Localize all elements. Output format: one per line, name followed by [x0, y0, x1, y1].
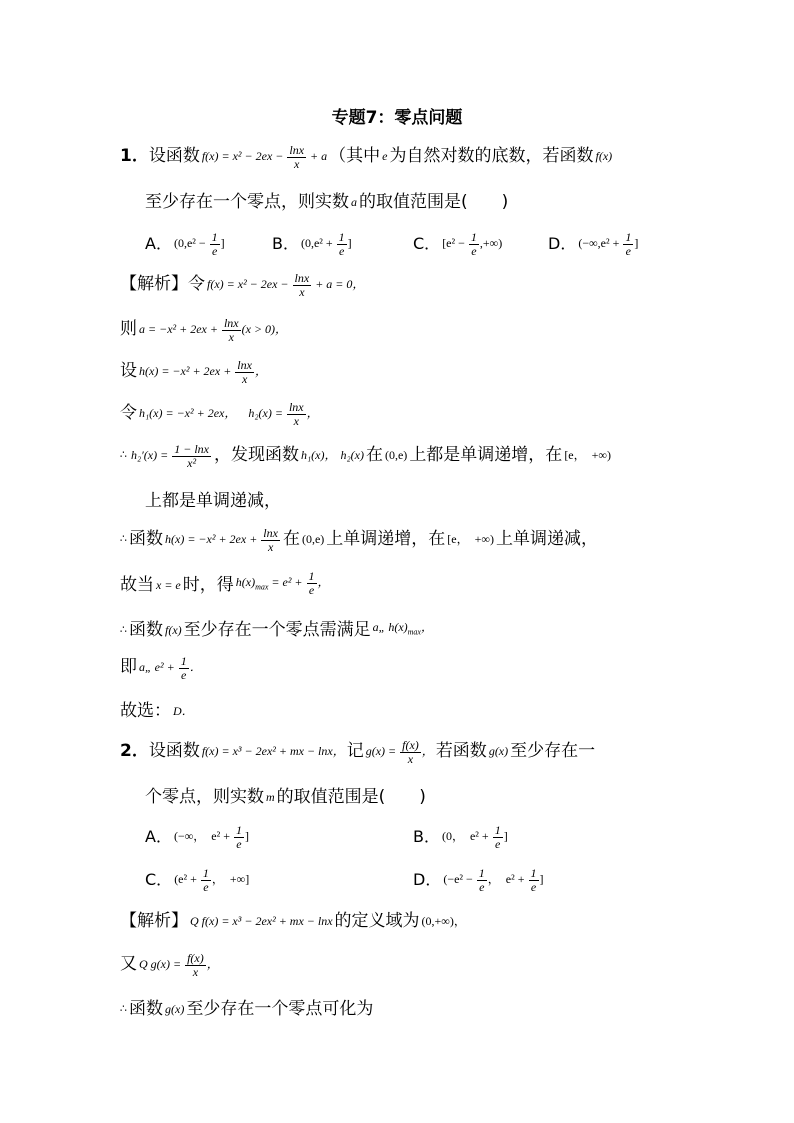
q1-solution-line8: [120, 568, 332, 601]
q1-solution-l7-b: 在: [282, 529, 300, 550]
q1-solution-eq8: $h(x)_{max} = e^2$ + $\frac{1}{e}$ ，: [235, 568, 330, 597]
q1-option-d-label: D．: [548, 233, 577, 253]
q1-solution-l9-a: 函数: [129, 619, 163, 640]
q2-solution-head: 【解析】: [120, 911, 188, 931]
q2-option-b-value: (0， e² + $\frac{1}{e}$ ]: [441, 822, 508, 851]
q1-solution-line6: [145, 487, 281, 515]
q2-stem-b: 记: [346, 741, 364, 762]
q2-number: 2．: [120, 741, 149, 762]
q1-option-a-label: A．: [145, 233, 172, 253]
q1-solution-line10: [120, 653, 204, 682]
q2-solution-l2-a: 又: [120, 954, 137, 975]
q1-solution-l7-int2: [e， +∞): [447, 532, 494, 547]
q1-stem-line2: [145, 188, 508, 216]
q1-stem-c: 为自然对数的底数，若函数: [389, 146, 594, 167]
q2-stem-e: 个零点，则实数: [145, 787, 264, 807]
q2-solution-eq1: Q f(x) = x³ − 2ex² + mx − lnx: [190, 914, 333, 928]
q1-solution-eq1: f(x) = x² − 2ex − $\frac{\ln x}{x}$ + a = 0，: [207, 270, 365, 299]
q2-m: m: [266, 790, 275, 804]
q1-option-a: [145, 230, 227, 258]
q2-stem-line1: [120, 737, 595, 766]
q1-solution-l4-pre: 令: [120, 403, 137, 424]
q1-solution-eq4b: h₂(x) = $\frac{\ln x}{x}$ ，: [248, 399, 319, 428]
q1-solution-l11-a: 故选：: [120, 701, 171, 721]
q1-solution-l8-a: 故当: [120, 574, 154, 595]
q1-solution-eq5: h₂′(x) = $\frac{1 - \ln x}{\text{x²}}$: [131, 441, 209, 470]
q1-answer: D．: [173, 704, 194, 718]
q1-option-c-value: [e² − $\frac{1}{e}$ ,+∞): [442, 229, 503, 258]
q1-solution-l9-fx: f(x): [165, 622, 182, 637]
q2-option-b-label: B．: [413, 826, 440, 846]
q2-solution-line3: [120, 995, 373, 1023]
q2-solution-line2: [120, 950, 221, 979]
q1-solution-l5-int1: (0,e): [384, 448, 408, 463]
q1-solution-l6: 上都是单调递减，: [145, 491, 281, 511]
q1-solution-l7-d: 上单调递减，: [495, 529, 598, 550]
q2-solution-l1-domain: (0,+∞)，: [421, 914, 466, 928]
q1-solution-eq9: a„ $h(x)_{max}$，: [372, 620, 433, 637]
q2-solution-l3-b: 至少存在一个零点可化为: [186, 999, 374, 1019]
q2-stem-d: 至少存在一: [510, 741, 596, 762]
q2-option-d-value: (−e² − $\frac{1}{e}$ ， e² + $\frac{1}{e}$ ]: [443, 865, 544, 894]
q1-stem-a: 设函数: [148, 146, 200, 167]
q1-solution-l5-text-a: ，发现函数: [213, 445, 299, 466]
q1-solution-l5-h1: h₁(x)，: [300, 448, 337, 463]
q2-stem-c: 若函数: [435, 741, 487, 762]
q1-solution-line7: [120, 525, 598, 554]
q1-solution-line5: [120, 441, 613, 470]
q2-solution-line1: [120, 907, 468, 935]
q1-solution-l8-eq1: x = e: [156, 577, 181, 592]
q1-solution-eq4a: h₁(x) = −x² + 2ex，: [139, 406, 237, 421]
q1-solution-eq3: h(x) = −x² + 2ex + $\frac{\ln x}{x}$ ，: [139, 357, 267, 386]
q1-solution-l5-text-c: 上都是单调递增，在: [409, 445, 563, 466]
q1-solution-line3: [120, 357, 269, 386]
q1-stem-b: （其中: [329, 146, 381, 167]
q1-e: e: [382, 149, 388, 164]
q1-solution-line1: [120, 270, 366, 299]
q2-option-d-label: D．: [413, 869, 442, 889]
q1-option-d: [548, 230, 640, 258]
page-title: 专题7：零点问题: [331, 108, 463, 128]
q1-solution-eq10: a„ e² + $\frac{1}{e}$ ．: [139, 653, 202, 682]
q2-solution-l3-gx: g(x): [165, 1002, 185, 1016]
q2-stem-f: 的取值范围是( ): [276, 787, 426, 807]
q2-option-a-value: (−∞， e² + $\frac{1}{e}$ ]: [173, 822, 249, 851]
q1-solution-line11: [120, 697, 196, 725]
q1-option-a-value: (0,e² − $\frac{1}{e}$ ]: [173, 229, 225, 258]
therefore-symbol: ∴: [120, 448, 127, 462]
q1-solution-line2: [120, 315, 289, 344]
q1-solution-l2-pre: 则: [120, 319, 137, 340]
q1-stem-line1: [120, 142, 614, 171]
q1-option-b-label: B．: [272, 233, 299, 253]
q2-solution-l1-text: 的定义域为: [334, 911, 420, 931]
q2-formula: f(x) = x³ − 2ex² + mx − lnx，: [201, 744, 345, 759]
q1-option-b: [272, 230, 354, 258]
q1-option-c-label: C．: [413, 233, 441, 253]
q1-solution-eq7: h(x) = −x² + 2ex + $\frac{\ln x}{x}$: [165, 525, 278, 554]
q2-stem-line2: [145, 783, 426, 811]
q1-solution-eq2: a = −x² + 2ex + $\frac{\ln x}{x}$ (x > 0)，: [139, 315, 288, 344]
q1-solution-l7-int1: (0,e): [301, 532, 325, 547]
therefore-symbol: ∴: [120, 1002, 127, 1015]
q2-solution-l3-a: 函数: [129, 999, 163, 1019]
q1-stem-e: 的取值范围是( ): [359, 192, 509, 212]
q2-gx-def: g(x) = $\frac{f(x)}{x}$ ，: [365, 737, 434, 766]
q1-solution-l7-a: 函数: [129, 529, 163, 550]
q2-stem-a: 设函数: [148, 741, 200, 762]
q2-option-d: [413, 866, 546, 894]
q1-solution-l9-b: 至少存在一个零点需满足: [183, 619, 371, 640]
q1-a: a: [351, 195, 357, 209]
therefore-symbol: ∴: [120, 532, 127, 546]
q1-solution-l3-pre: 设: [120, 361, 137, 382]
q2-option-c-label: C．: [145, 869, 173, 889]
q1-fx: f(x): [595, 149, 613, 164]
q1-stem-d: 至少存在一个零点，则实数: [145, 192, 349, 212]
q1-solution-line4: [120, 399, 321, 428]
q1-option-c: [413, 230, 504, 258]
q1-solution-l10-a: 即: [120, 657, 137, 678]
q1-solution-l8-b: 时，得: [182, 574, 234, 595]
q1-solution-line9: [120, 613, 435, 646]
q1-option-d-value: (−∞,e² + $\frac{1}{e}$ ]: [578, 229, 639, 258]
q1-solution-l5-h2: h₂(x): [340, 448, 364, 463]
q1-solution-l5-text-b: 在: [365, 445, 383, 466]
q1-formula: f(x) = x² − 2ex − $\frac{\ln x}{x}$ + a: [201, 142, 328, 171]
q1-solution-head: 【解析】令: [120, 274, 205, 295]
q2-solution-eq2: Q g(x) = $\frac{f(x)}{x}$ ，: [139, 950, 219, 979]
q1-solution-l7-c: 上单调递增，在: [326, 529, 446, 550]
q2-option-c: [145, 866, 251, 894]
therefore-symbol: ∴: [120, 622, 127, 636]
q1-number: 1．: [120, 146, 149, 167]
q2-option-a-label: A．: [145, 826, 172, 846]
q2-option-a: [145, 823, 251, 851]
q1-option-b-value: (0,e² + $\frac{1}{e}$ ]: [300, 229, 352, 258]
q2-option-b: [413, 823, 510, 851]
q2-gx: g(x): [488, 744, 509, 759]
q1-solution-l5-int2: [e， +∞): [564, 448, 611, 463]
q2-option-c-value: (e² + $\frac{1}{e}$ ， +∞]: [174, 865, 250, 894]
